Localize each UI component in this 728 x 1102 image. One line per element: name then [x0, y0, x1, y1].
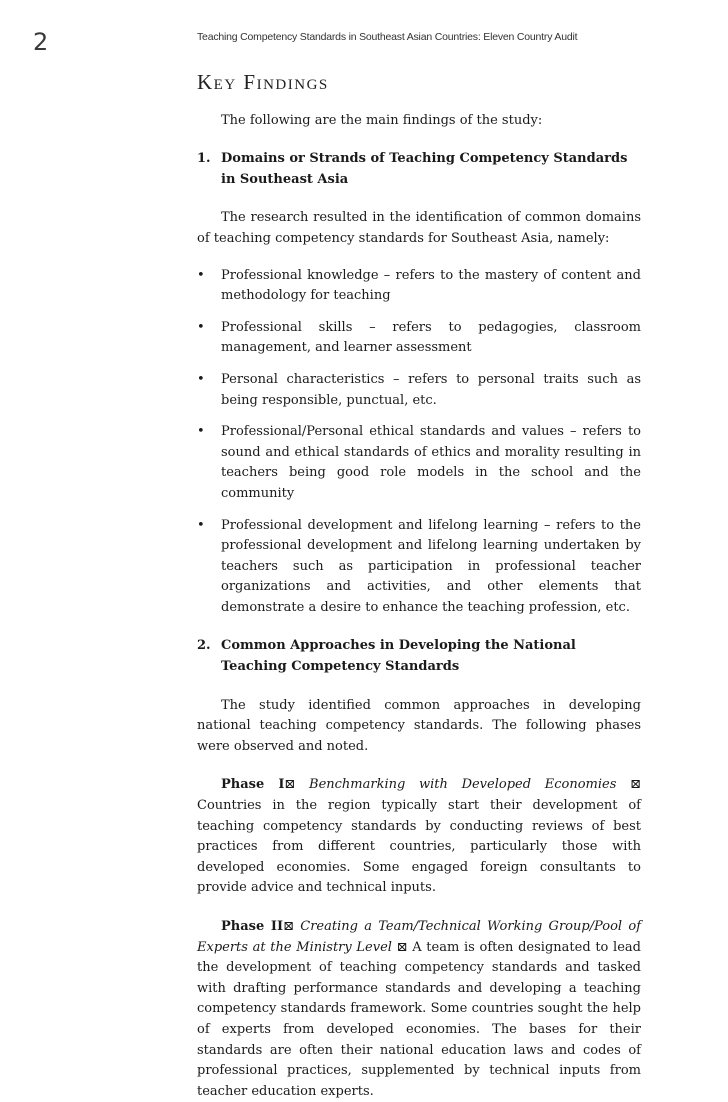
phase-2-label: Phase II — [221, 919, 284, 934]
domains-list — [197, 266, 641, 619]
finding-1-heading — [197, 149, 641, 190]
running-header: Teaching Competency Standards in Southeast Asian Countries: Eleven Country Audit — [197, 31, 578, 43]
finding-1-paragraph: The research resulted in the identification of common domains of teaching competency standards for Southeast Asia, namely: — [197, 210, 641, 246]
bullet-icon: • — [197, 517, 205, 533]
list-item — [197, 370, 641, 411]
finding-2-paragraph: The study identified common approaches in developing national teaching competency standards. The following phases were observed and noted. — [197, 697, 641, 754]
list-item — [197, 266, 641, 307]
phase-2-text: A team is often designated to lead the development of teaching competency standards and tasked with drafting performance standards and developing a teaching competency standards framework. Some countries sought the help of experts from developed economies. The bases for their standards are often their national education laws and codes of professional practices, supplemented by technical inputs from teacher education experts. — [197, 939, 641, 1099]
list-item-text: Professional/Personal ethical standards and values – refers to sound and ethical standards of ethics and morality resulting in teachers being good role models in the school and the community — [221, 424, 641, 501]
intro-paragraph: The following are the main findings of the study: — [221, 112, 543, 128]
phase-1-title: Benchmarking with Developed Economies — [309, 777, 617, 793]
finding-2-number: 2. — [197, 638, 211, 654]
finding-2-title: Common Approaches in Developing the National Teaching Competency Standards — [221, 638, 576, 675]
bullet-icon: • — [197, 424, 205, 440]
bullet-icon: • — [197, 319, 205, 335]
separator-icon: ⊠ — [630, 777, 641, 793]
separator-icon: ⊠ — [396, 939, 408, 955]
finding-1-number: 1. — [197, 151, 211, 167]
separator-icon: ⊠ — [283, 919, 294, 934]
phase-2-title: Creating a Team/Technical Working Group/Pool of Experts at the Ministry Level — [197, 919, 641, 955]
phase-1-label: Phase I — [221, 777, 285, 793]
list-item-text: Professional knowledge – refers to the mastery of content and methodology for teaching — [221, 267, 641, 304]
phase-1-paragraph — [197, 775, 641, 899]
list-item — [197, 516, 641, 619]
list-item — [197, 422, 641, 504]
page-number: 2 — [33, 28, 50, 56]
list-item — [197, 318, 641, 359]
list-item-text: Professional skills – refers to pedagogies, classroom management, and learner assessment — [221, 319, 641, 356]
bullet-icon: • — [197, 267, 205, 283]
phase-2-paragraph — [197, 917, 641, 1102]
bullet-icon: • — [197, 371, 205, 387]
separator-icon: ⊠ — [284, 777, 296, 793]
finding-2-heading — [197, 636, 641, 677]
page-content — [197, 72, 641, 1102]
list-item-text: Personal characteristics – refers to personal traits such as being responsible, punctual, etc. — [221, 371, 641, 408]
finding-1-title: Domains or Strands of Teaching Competency Standards in Southeast Asia — [221, 151, 628, 187]
list-item-text: Professional development and lifelong learning – refers to the professional development and lifelong learning undertaken by teachers such as participation in professional teacher organizations and activities, and other elements that demonstrate a desire to enhance the teaching profession, etc. — [221, 517, 641, 615]
section-title: Key Findings — [197, 70, 329, 94]
phase-1-text: Countries in the region typically start their development of teaching competency standards by conducting reviews of best practices from different countries, particularly those with developed economies. Some engaged foreign consultants to provide advice and technical inputs. — [197, 798, 641, 896]
